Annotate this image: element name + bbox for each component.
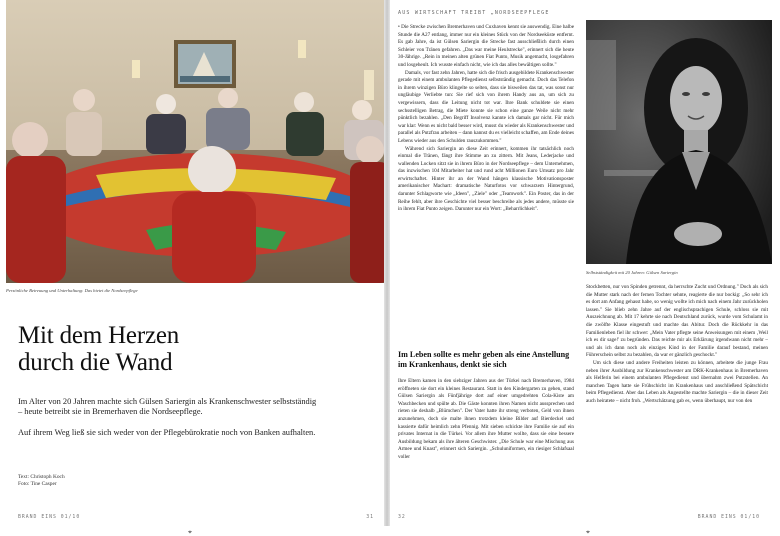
folio-page-left: 31 bbox=[366, 515, 374, 520]
body-column-a bbox=[398, 24, 574, 348]
body-paragraph: Damals, vor fast zehn Jahren, hatte sich die frisch ausgebildete Krankenschwester gerade mit einem ambulanten Pflegedienst selbstständig gemacht. Doch das Telefon in ihrem winzigen Büro klingelte so selten, dass sie bisweilen das tat, was sonst nur ungläubige Verliebte tun: Sie rief sich von ihrem Handy aus an, um sich zu vergewissern, dass die Leitung nicht tot war. Ihre Bank schuldete sie einen sechsstelligen Betrag, die Miete konnte sie schon eine ganze Weile nicht mehr pünktlich bezahlen. „Den Begriff Insolvenz kannte ich damals gar nicht. Für mich war klar: Wenn es nicht bald besser wird, musst du wieder als Krankenschwester und parallel als Putzfrau arbeiten – dann kannst du es vielleicht schaffen, am Ende deines Lebens wieder aus den Schulden rauszukommen." bbox=[398, 69, 574, 144]
registration-mark-icon: ⌖ bbox=[188, 528, 192, 536]
folio-magazine-left: BRAND EINS 01/10 bbox=[18, 515, 81, 520]
registration-mark-icon: ⌖ bbox=[586, 528, 590, 536]
body-paragraph: Während sich Sariergin an diese Zeit erinnert, kommen ihr tatsächlich noch einmal die Tränen, fängt ihre Stimme an zu zittern. Mit Jeans, Lederjacke und wallenden Locken sitzt sie in ihrem Büro in der Nordseepflege – dem Unternehmen, das inzwischen 104 Mitarbeiter hat und rund acht Millionen Euro Umsatz pro Jahr erwirtschaftet. Hinter ihr an der Wand hängen klassische Motivationsposter amerikanischer Machart: dramatische Naturfotos vor schwarzem Hintergrund, darunter Schlagworte wie „Ideen", „Ziele" oder „Teamwork". Ein Poster, das in der Reihe fehlt, aber ihre Geschichte viel besser beschreibe als jedes andere, müsste sie in ihrem Fiat Punto zeigen. Darunter nur ein Wort: „Beharrlichkeit". bbox=[398, 145, 574, 213]
body-paragraph: Um sich diese und andere Freiheiten leisten zu können, arbeitete die junge Frau neben ihrer Ausbildung zur Krankenschwester am DRK-Krankenhaus in Bremerhaven als Helferin bei einem ambulanten Pflegedienst und übernahm zwei Putzstellen. An manchen Tagen hatte sie Frühschicht im Krankenhaus und anschließend Spätschicht beim Pflegedienst. Aber das Leben als Angestellte machte Sariergin – die in dieser Zeit auch heiratete – nicht froh. „Wertschätzung gab es, wenn überhaupt, nur von den bbox=[586, 359, 768, 404]
article-credits bbox=[18, 474, 65, 489]
body-column-b bbox=[586, 284, 768, 508]
article-headline bbox=[18, 322, 368, 376]
article-lead bbox=[18, 397, 318, 438]
folio-magazine-right: BRAND EINS 01/10 bbox=[697, 515, 760, 520]
body-paragraph: Ihre Eltern kamen in den siebziger Jahren aus der Türkei nach Bremerhaven, 1984 eröffneten sie dort ein kleines Restaurant. Statt in den Kindergarten zu gehen, stand Gülsen Sariergin als Fünfjährige dort auf einer umgedrehten Cola-Kiste am Waschbecken und spülte ab. Die Gäste konnten ihren Namen nicht aussprechen und rieten sie deshalb „Blümchen". Der Vater hatte ihr streng verboten, Geld von ihnen anzunehmen, doch sie malte ihnen trotzdem kleine Bilder auf Bierdeckel und kassierte dafür heimlich zehn Pfennig. Mit sieben schickte ihre Familie sie auf ein privates Internat in die Türkei. Vor allem ihre Mutter wollte, dass sie eine bessere Ausbildung bekam als ihre älteren Geschwister. „Die Schule war eine Mischung aus Armee und Knast", erinnert sich Sariergin. „Schuluniformen, ein riesiger Schlafsaal voller bbox=[398, 378, 574, 460]
lead-paragraph-2: Auf ihrem Weg ließ sie sich weder von der Pflegebürokratie noch von Banken aufhalten. bbox=[18, 427, 316, 437]
section-subhead: Im Leben sollte es mehr geben als eine Anstellung im Krankenhaus, denkt sie sich bbox=[398, 350, 570, 369]
right-page bbox=[390, 0, 774, 526]
credit-photo: Foto: Tine Casper bbox=[18, 481, 57, 488]
care-home-photo-illustration bbox=[6, 0, 384, 283]
care-home-photo bbox=[6, 0, 384, 283]
portrait-photo bbox=[586, 20, 772, 264]
portrait-photo-illustration bbox=[586, 20, 772, 264]
folio-page-right: 32 bbox=[398, 515, 406, 520]
body-paragraph: • Die Strecke zwischen Bremerhaven und Cuxhaven kennt sie auswendig. Eine halbe Stunde die A27 entlang, immer nur ein kleines Stück von der Nordseeküste entfernt. Es gab Jahre, da ist Gülsen Sariergin die Strecke fast ausschließlich durch einen Schleier von Tränen gefahren. „Das war meine Heulstrecke", erinnert sich die heute 30-Jährige. „Rein in meinen alten grünen Fiat Punto, Musik angemacht, losgefahren und losgeheult. Ich wusste einfach nicht, wie ich das alles bewältigen sollte." bbox=[398, 24, 574, 68]
section-rubric: AUS WIRTSCHAFT TREIBT „NORDSEEPFLEGE bbox=[398, 10, 550, 16]
photo-caption-left: Persönliche Betreuung und Unterhaltung: Das bietet die Nordseepflege bbox=[6, 288, 138, 293]
body-paragraph: Stockbetten, nur von Spinden getrennt, da herrschte Zucht und Ordnung." Doch als sich die Mutter stark nach der fernen Tochter sehnte, reagierte die nur bockig: „So sehr ich es dort am Anfang gehasst habe, so wenig wollte ich mich nach einem Jahr zurückholen lassen." Sie blieb zehn Jahre auf der englischsprachigen Schule, schloss sie mit Auszeichnung ab. Mit 17 kehrte sie nach Deutschland zurück, wurde vom Schulamt in die zwölfte Klasse eingestuft und machte das Abitur. Doch die Rückkehr in das Familienleben fiel ihr schwer: „Mein Vater pflegte seine Anweisungen mit einem ‚Weil ich es dir sage!' zu begründen. Das reichte mir als Erklärung irgendwann nicht mehr – und als ich dann noch als einziges Kind in der Familie darauf bestand, meinen Führerschein selbst zu bezahlen, da war er gänzlich geschockt." bbox=[586, 284, 768, 359]
headline-line-2: durch die Wand bbox=[18, 349, 173, 376]
credit-text: Text: Christoph Koch bbox=[18, 474, 65, 480]
headline-line-1: Mit dem Herzen bbox=[18, 322, 180, 349]
left-page bbox=[6, 0, 384, 526]
body-column-a-continued bbox=[398, 378, 574, 508]
lead-paragraph-1: Im Alter von 20 Jahren machte sich Gülsen Sariergin als Krankenschwester selbstständig – heute betreibt sie in Bremerhaven die Nordseepflege. bbox=[18, 397, 317, 417]
photo-caption-right: Selbstständigkeit mit 20 Jahren: Gülsen Sariergin bbox=[586, 270, 678, 275]
